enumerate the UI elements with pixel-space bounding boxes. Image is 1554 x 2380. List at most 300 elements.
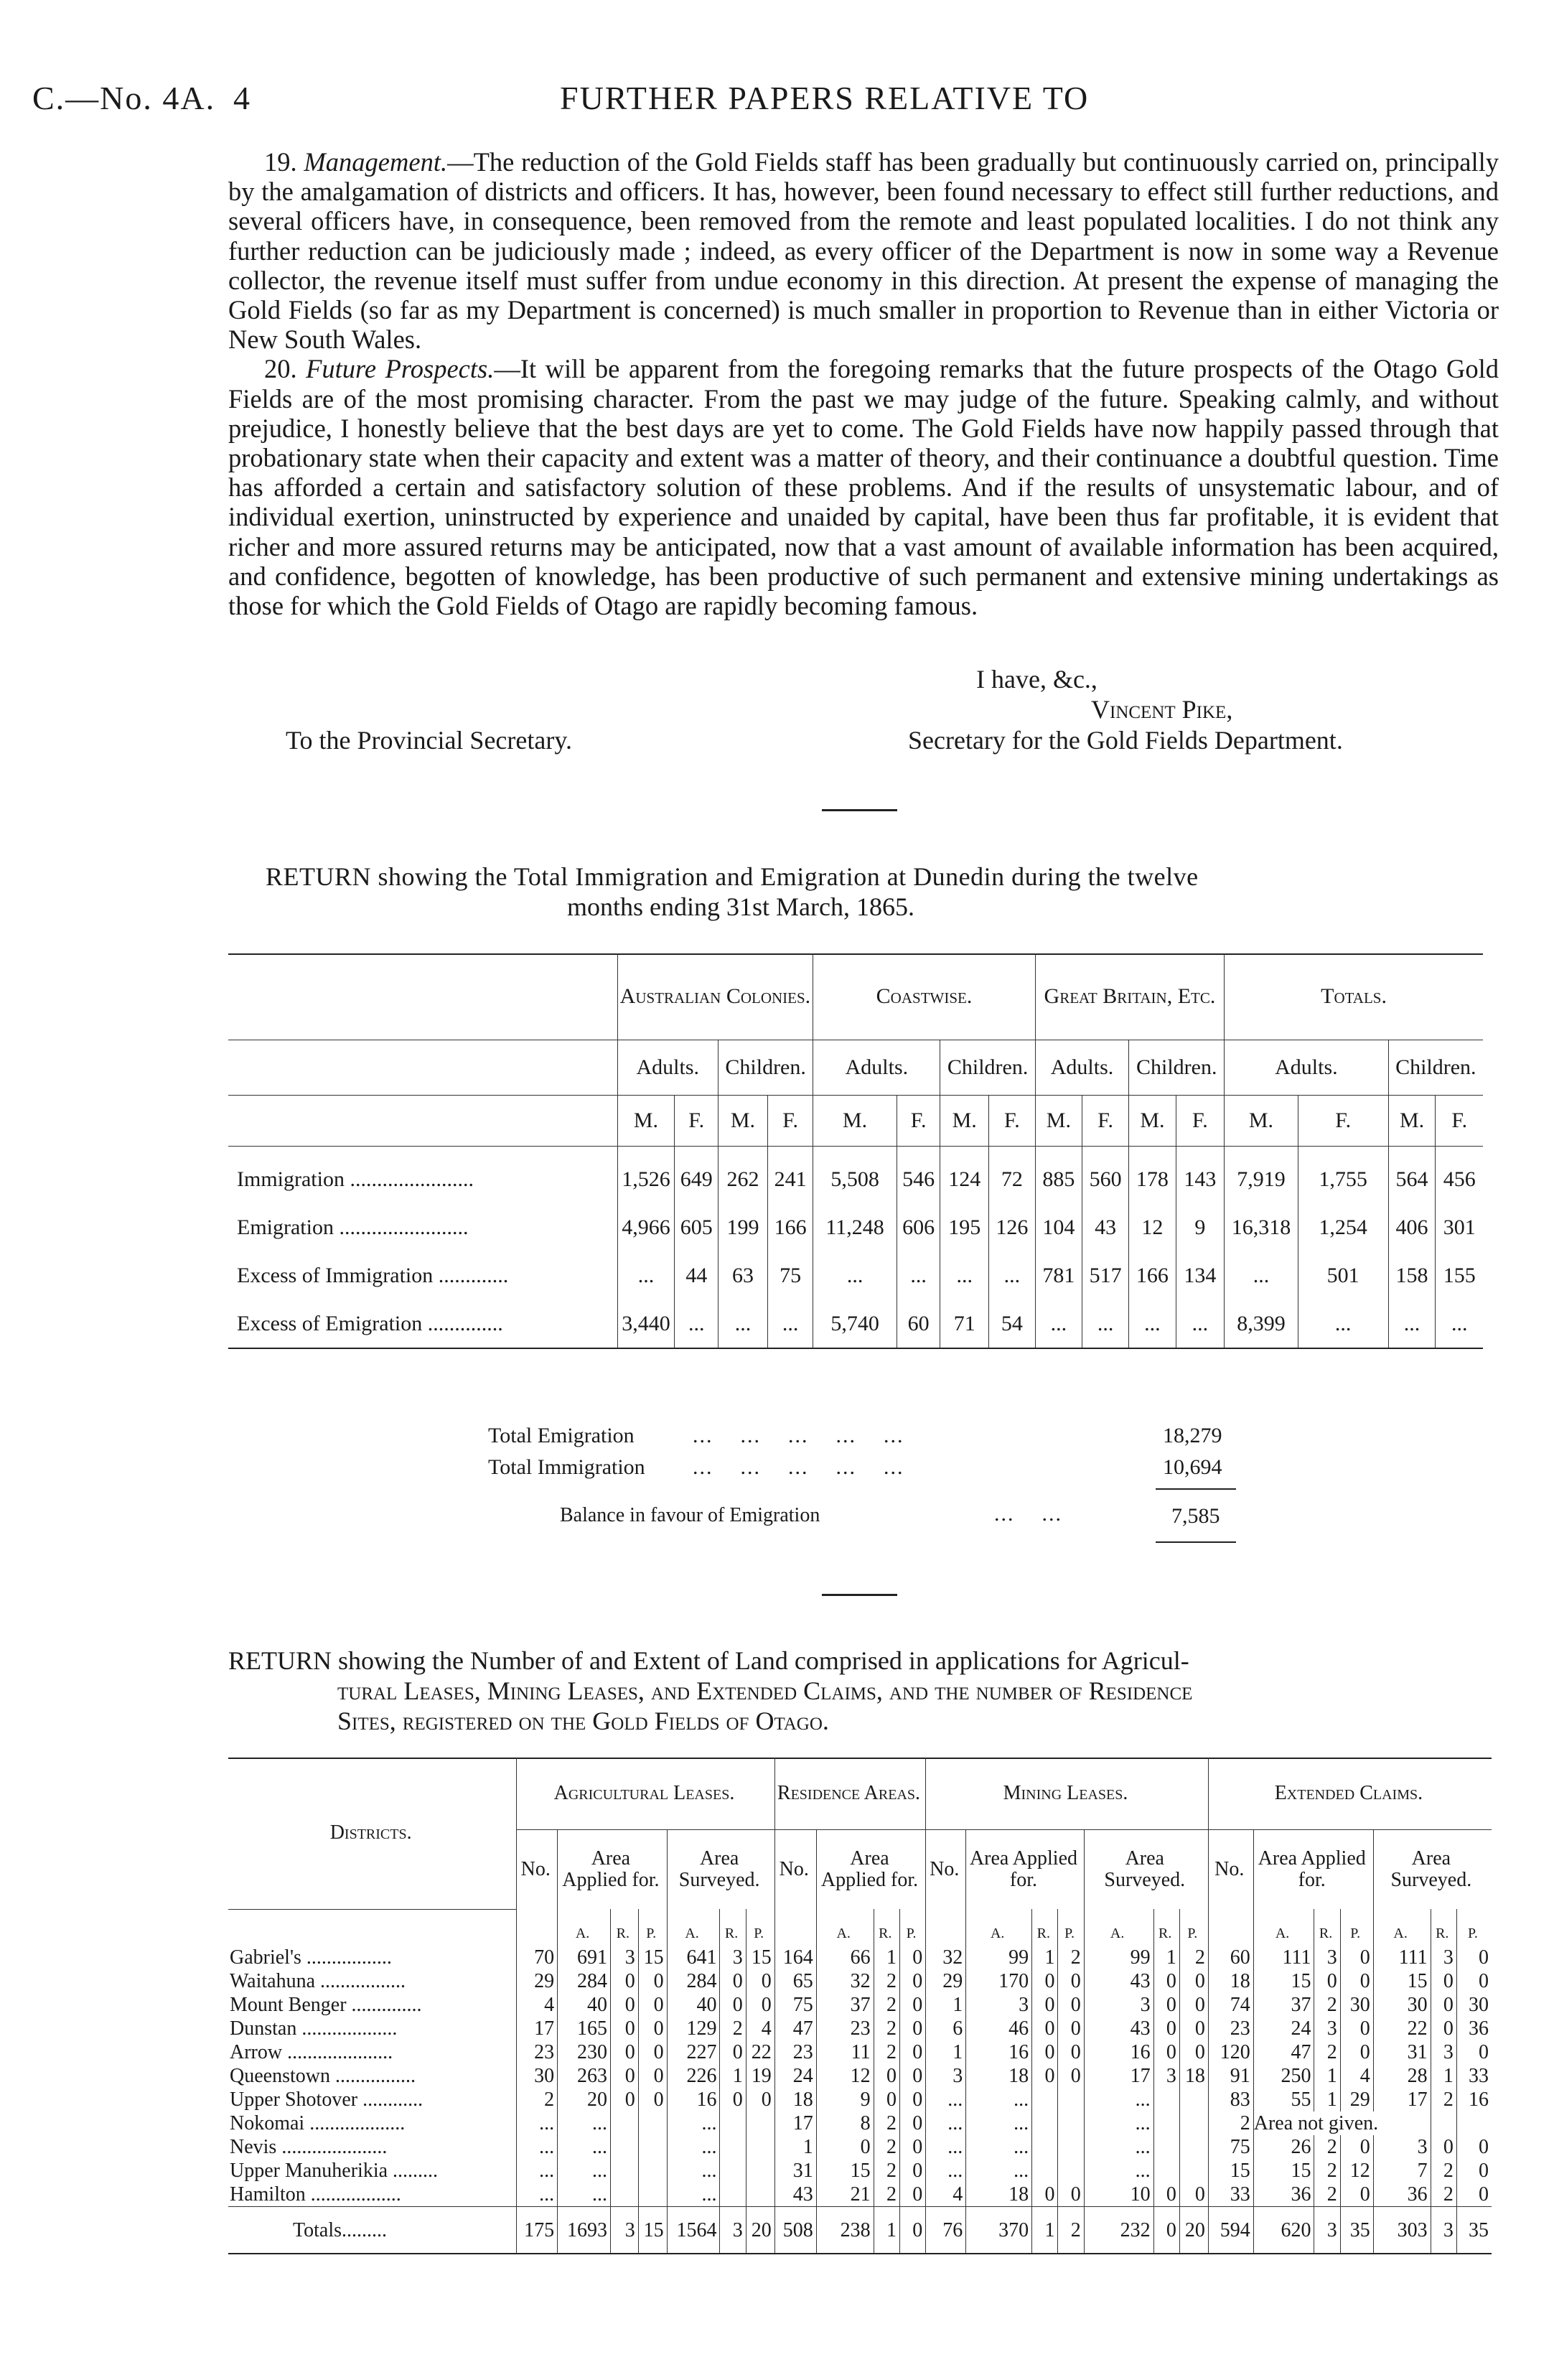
table-cell xyxy=(720,2159,746,2183)
table-cell: 594 xyxy=(1208,2207,1253,2254)
closing: I have, &c., xyxy=(976,665,1097,694)
districts-header: Districts. xyxy=(228,1758,517,1909)
table-cell: 0 xyxy=(638,2040,667,2064)
table-cell: 0 xyxy=(899,2040,925,2064)
table-cell: 4 xyxy=(517,1993,558,2017)
table-cell xyxy=(610,2159,638,2183)
table-cell: 564 xyxy=(1388,1147,1436,1204)
table-cell: 44 xyxy=(675,1251,719,1299)
table-cell: 15 xyxy=(1208,2159,1253,2183)
table-cell xyxy=(638,2111,667,2135)
table-cell xyxy=(1058,2135,1084,2159)
table-cell: 0 xyxy=(638,1969,667,1993)
district-name: Queenstown ................ xyxy=(230,2065,416,2087)
divider xyxy=(822,809,897,811)
table-cell: 3 xyxy=(720,2207,746,2254)
table-cell: 5,508 xyxy=(813,1147,897,1204)
table-cell: 99 xyxy=(966,1946,1032,1969)
unit-label: P. xyxy=(638,1909,667,1946)
table-cell: 2 xyxy=(1431,2183,1456,2207)
table-cell: 36 xyxy=(1253,2183,1314,2207)
table-cell: 0 xyxy=(746,2088,774,2111)
table-cell: 18 xyxy=(1179,2064,1208,2088)
table-cell: 170 xyxy=(966,1969,1032,1993)
row-label: Immigration ....................... xyxy=(237,1167,474,1191)
summary-label: Total Emigration xyxy=(488,1424,635,1447)
paragraph-text: —It will be apparent from the foregoing remarks that the future prospects of the Otago Gold Fields are of the most promising character. From the past we may judge of the future. Speaking calmly, and without prejudice, I honestly believe that the best days are yet to come. The Gold Fields have now happily passed through that probationary state when their capacity and extent was a matter of theory, and their continuance a doubtful question. Time has afforded a certain and satisfactory solution of these problems. And if the results of unsystematic labour, and of individual exertion, uninstructed by experience and unaided by capital, have been thus far profitable, it is evident that richer and more assured returns may be anticipated, now that a vast amount of available information has been acquired, and confidence, begotten of knowledge, has been productive of such permanent and extensive mining undertakings as those for which the Gold Fields of Otago are rapidly becoming famous. xyxy=(228,354,1499,621)
mf-header: M. xyxy=(719,1096,768,1147)
table-cell: 3 xyxy=(610,1946,638,1969)
table-cell: 0 xyxy=(1032,2040,1058,2064)
district-name: Waitahuna ................. xyxy=(230,1970,406,1992)
summary-value: 10,694 xyxy=(1163,1455,1222,1479)
group-header: Residence Areas. xyxy=(774,1758,926,1830)
table-cell: 16 xyxy=(1084,2040,1153,2064)
table-cell: 166 xyxy=(1129,1251,1176,1299)
table-cell: 546 xyxy=(897,1147,940,1204)
table-cell: 15 xyxy=(816,2159,874,2183)
sub-header: Children. xyxy=(719,1040,813,1096)
district-name: Upper Shotover ............ xyxy=(230,2089,423,2111)
table-cell: ... xyxy=(517,2135,558,2159)
table-cell: 2 xyxy=(1179,1946,1208,1969)
mf-header: M. xyxy=(940,1096,989,1147)
table-row xyxy=(228,1203,1483,1251)
table-cell: 2 xyxy=(1208,2111,1253,2135)
table-cell: 1 xyxy=(1032,1946,1058,1969)
table-cell: 0 xyxy=(1340,2135,1373,2159)
table-cell: 23 xyxy=(1208,2017,1253,2040)
sub-header: Adults. xyxy=(813,1040,940,1096)
table-cell: 0 xyxy=(1032,1969,1058,1993)
table-cell: 15 xyxy=(638,2207,667,2254)
table-cell: 303 xyxy=(1373,2207,1431,2254)
table-cell: 1 xyxy=(926,2040,966,2064)
table-cell: 0 xyxy=(610,2064,638,2088)
table-cell: ... xyxy=(966,2159,1032,2183)
table-cell: ... xyxy=(517,2159,558,2183)
table-cell: 17 xyxy=(1084,2064,1153,2088)
district-name: Totals......... xyxy=(228,2207,517,2254)
table-cell: ... xyxy=(926,2088,966,2111)
table-cell: 508 xyxy=(774,2207,816,2254)
table-cell: 0 xyxy=(1058,2017,1084,2040)
table-cell: 199 xyxy=(719,1203,768,1251)
table-cell: 0 xyxy=(899,2135,925,2159)
table-cell: 284 xyxy=(558,1969,611,1993)
table-cell: ... xyxy=(926,2159,966,2183)
table-cell: 37 xyxy=(816,1993,874,2017)
table-cell: 43 xyxy=(1084,1969,1153,1993)
table-cell: 0 xyxy=(746,1993,774,2017)
table-cell: 605 xyxy=(675,1203,719,1251)
group-header: Australian Colonies. xyxy=(617,953,813,1040)
table-cell xyxy=(1153,2159,1179,2183)
table-cell: ... xyxy=(1084,2159,1153,2183)
table-cell: 0 xyxy=(1340,2183,1373,2207)
table-cell: 91 xyxy=(1208,2064,1253,2088)
table-cell: 165 xyxy=(558,2017,611,2040)
table-cell xyxy=(1153,2088,1179,2111)
table-cell xyxy=(1179,2159,1208,2183)
table-cell xyxy=(1032,2159,1058,2183)
table-cell: 0 xyxy=(1032,1993,1058,2017)
table-cell: 126 xyxy=(989,1203,1036,1251)
table-cell: 0 xyxy=(1431,2017,1456,2040)
table-cell: 195 xyxy=(940,1203,989,1251)
table-cell xyxy=(1153,2111,1179,2135)
table-cell: 0 xyxy=(1153,2040,1179,2064)
table-cell: 0 xyxy=(1032,2064,1058,2088)
table-cell: 71 xyxy=(940,1299,989,1348)
table-cell: 0 xyxy=(1340,2040,1373,2064)
group-header: Extended Claims. xyxy=(1208,1758,1492,1830)
sub-header: Children. xyxy=(1129,1040,1225,1096)
table-cell: 0 xyxy=(610,1969,638,1993)
unit-label: R. xyxy=(1153,1909,1179,1946)
district-name: Gabriel's ................. xyxy=(230,1946,392,1969)
page-title: FURTHER PAPERS RELATIVE TO xyxy=(560,80,1090,116)
table-cell: ... xyxy=(558,2135,611,2159)
table-cell xyxy=(746,2135,774,2159)
table-cell: 0 xyxy=(1431,1993,1456,2017)
table-cell: 111 xyxy=(1373,1946,1431,1969)
table-cell: 7,919 xyxy=(1225,1147,1298,1204)
table-cell: 24 xyxy=(774,2064,816,2088)
table-cell: 0 xyxy=(1032,2183,1058,2207)
table-cell: 3 xyxy=(1314,2207,1340,2254)
paragraph-text: —The reduction of the Gold Fields staff has been gradually but continuously carried on, principally by the amalgamation of districts and officers. It has, however, been found necessary to effect still further reductions, and several officers have, in consequence, been removed from the remote and least populated localities. I do not think any further reduction can be judiciously made ; indeed, as every officer of the Department is now in some way a Revenue collector, the revenue itself must suffer from undue economy in this direction. At present the expense of managing the Gold Fields (so far as my Department is concerned) is much smaller in proportion to Revenue than in either Victoria or New South Wales. xyxy=(228,147,1499,355)
table-cell: 75 xyxy=(774,1993,816,2017)
table-cell: ... xyxy=(558,2159,611,2183)
table-cell: 2 xyxy=(874,1993,899,2017)
table-cell: 456 xyxy=(1436,1147,1483,1204)
table-cell: 4 xyxy=(1340,2064,1373,2088)
table-cell: 0 xyxy=(1456,2159,1492,2183)
table-row xyxy=(228,1299,1483,1348)
table-cell: 0 xyxy=(899,1969,925,1993)
table-cell: 166 xyxy=(767,1203,813,1251)
table-row xyxy=(228,2135,1492,2159)
table-cell: 0 xyxy=(899,1946,925,1969)
table-row xyxy=(228,1251,1483,1299)
return2-title-3: Sites, registered on the Gold Fields of Otago. xyxy=(337,1707,829,1735)
signatory: Vincent Pike, xyxy=(1091,695,1233,724)
district-name: Dunstan ................... xyxy=(230,2017,398,2040)
area-applied-header: Area Applied for. xyxy=(966,1830,1085,1910)
table-cell: 17 xyxy=(1373,2088,1431,2111)
table-cell: ... xyxy=(1436,1299,1483,1348)
table-cell: 0 xyxy=(1431,1969,1456,1993)
table-cell: 31 xyxy=(1373,2040,1431,2064)
table-cell: ... xyxy=(558,2111,611,2135)
group-header: Great Britain, Etc. xyxy=(1035,953,1224,1040)
table-cell: 2 xyxy=(1314,2183,1340,2207)
table-cell xyxy=(720,2135,746,2159)
table-cell xyxy=(638,2159,667,2183)
table-cell: 2 xyxy=(1431,2159,1456,2183)
table-cell: 0 xyxy=(720,1993,746,2017)
table-cell: 3 xyxy=(720,1946,746,1969)
table-cell: 29 xyxy=(517,1969,558,1993)
table-cell: ... xyxy=(926,2135,966,2159)
table-cell: 30 xyxy=(1340,1993,1373,2017)
addressee: To the Provincial Secretary. xyxy=(286,726,573,755)
table-row xyxy=(228,2040,1492,2064)
row-label: Excess of Emigration .............. xyxy=(228,1299,617,1348)
no-header: No. xyxy=(926,1830,966,1910)
unit-label: P. xyxy=(1456,1909,1492,1946)
table-cell: 263 xyxy=(558,2064,611,2088)
table-cell: 75 xyxy=(767,1251,813,1299)
unit-label: R. xyxy=(610,1909,638,1946)
units-blank xyxy=(228,1909,517,1946)
table-cell: ... xyxy=(1035,1299,1082,1348)
mf-header: M. xyxy=(1035,1096,1082,1147)
table-cell: 1 xyxy=(1314,2064,1340,2088)
table-cell: 83 xyxy=(1208,2088,1253,2111)
table-cell: 33 xyxy=(1456,2064,1492,2088)
table-cell: 2 xyxy=(874,2017,899,2040)
table-cell: 15 xyxy=(638,1946,667,1969)
table-cell: 30 xyxy=(1456,1993,1492,2017)
paragraph-20 xyxy=(228,354,1499,620)
table-cell: 15 xyxy=(746,1946,774,1969)
unit-label: P. xyxy=(899,1909,925,1946)
mf-header: M. xyxy=(1129,1096,1176,1147)
table-cell: 99 xyxy=(1084,1946,1153,1969)
table-cell: 8,399 xyxy=(1225,1299,1298,1348)
table-cell: 23 xyxy=(517,2040,558,2064)
table-cell: 2 xyxy=(1314,2040,1340,2064)
table-cell: 0 xyxy=(1153,2207,1179,2254)
table-cell: 0 xyxy=(638,1993,667,2017)
table-cell: 16 xyxy=(966,2040,1032,2064)
table-cell: 7 xyxy=(1373,2159,1431,2183)
table-cell: 0 xyxy=(1179,2040,1208,2064)
table-cell: 1564 xyxy=(667,2207,720,2254)
table-cell xyxy=(638,2135,667,2159)
table-cell: 6 xyxy=(926,2017,966,2040)
table-cell: 43 xyxy=(774,2183,816,2207)
table-cell: 46 xyxy=(966,2017,1032,2040)
district-name: Nokomai ................... xyxy=(230,2112,406,2134)
table-cell: ... xyxy=(1176,1299,1225,1348)
district-name: Arrow ..................... xyxy=(230,2041,393,2063)
table-cell: 175 xyxy=(517,2207,558,2254)
table-cell: 0 xyxy=(746,1969,774,1993)
table-cell: 40 xyxy=(667,1993,720,2017)
table-cell: 35 xyxy=(1340,2207,1373,2254)
table-cell: 0 xyxy=(874,2088,899,2111)
table-cell: ... xyxy=(966,2088,1032,2111)
sub-header: Adults. xyxy=(1035,1040,1129,1096)
label-header xyxy=(228,1040,617,1096)
table-cell: 0 xyxy=(1456,1969,1492,1993)
table-cell: 0 xyxy=(874,2064,899,2088)
table-cell: 2 xyxy=(1314,1993,1340,2017)
table-cell: 158 xyxy=(1388,1251,1436,1299)
table-cell: 70 xyxy=(517,1946,558,1969)
table-cell: 3 xyxy=(610,2207,638,2254)
row-label: Excess of Immigration ............. xyxy=(237,1263,509,1287)
mf-header: F. xyxy=(1436,1096,1483,1147)
table-cell: 2 xyxy=(1314,2135,1340,2159)
table-cell: 241 xyxy=(767,1147,813,1204)
unit-label: R. xyxy=(720,1909,746,1946)
table-cell: 501 xyxy=(1298,1251,1388,1299)
group-header: Coastwise. xyxy=(813,953,1035,1040)
unit-label: R. xyxy=(874,1909,899,1946)
mf-header: F. xyxy=(1298,1096,1388,1147)
table-cell: ... xyxy=(1084,2088,1153,2111)
area-applied-header: Area Applied for. xyxy=(1253,1830,1373,1910)
table-cell: 12 xyxy=(816,2064,874,2088)
summary-value: 18,279 xyxy=(1163,1424,1222,1447)
table-cell: 16 xyxy=(667,2088,720,2111)
unit-label xyxy=(517,1909,558,1946)
letter-body xyxy=(228,147,1499,620)
table-cell xyxy=(1179,2088,1208,2111)
mf-header: M. xyxy=(1388,1096,1436,1147)
table-cell: 3,440 xyxy=(617,1299,675,1348)
table-cell: ... xyxy=(667,2159,720,2183)
table-cell: 32 xyxy=(816,1969,874,1993)
table-cell: 641 xyxy=(667,1946,720,1969)
table-cell: 19 xyxy=(746,2064,774,2088)
table-cell: 43 xyxy=(1082,1203,1129,1251)
table-cell: 1 xyxy=(874,1946,899,1969)
table-cell: 72 xyxy=(989,1147,1036,1204)
table-cell xyxy=(1032,2088,1058,2111)
table-cell: 18 xyxy=(966,2183,1032,2207)
mf-header: F. xyxy=(675,1096,719,1147)
table-cell: 21 xyxy=(816,2183,874,2207)
table-cell: 232 xyxy=(1084,2207,1153,2254)
table-cell: 31 xyxy=(774,2159,816,2183)
table-cell: 0 xyxy=(638,2064,667,2088)
table-cell: 0 xyxy=(1179,1969,1208,1993)
table-cell: 43 xyxy=(1084,2017,1153,2040)
table-cell: 164 xyxy=(774,1946,816,1969)
table-row xyxy=(228,1969,1492,1993)
table-cell: 36 xyxy=(1456,2017,1492,2040)
table-cell: 781 xyxy=(1035,1251,1082,1299)
table-cell: 4 xyxy=(746,2017,774,2040)
table-cell: 284 xyxy=(667,1969,720,1993)
table-cell xyxy=(1032,2135,1058,2159)
table-cell: 2 xyxy=(1058,2207,1084,2254)
signatory-title: Secretary for the Gold Fields Department. xyxy=(908,726,1343,755)
table-cell: 9 xyxy=(816,2088,874,2111)
sub-header: Adults. xyxy=(617,1040,718,1096)
table-cell: ... xyxy=(667,2111,720,2135)
group-header: Agricultural Leases. xyxy=(517,1758,774,1830)
table-cell: ... xyxy=(897,1251,940,1299)
table-cell: 2 xyxy=(1058,1946,1084,1969)
table-cell: 74 xyxy=(1208,1993,1253,2017)
table-cell: 226 xyxy=(667,2064,720,2088)
table-cell: 885 xyxy=(1035,1147,1082,1204)
district-name: Upper Manuherikia ......... xyxy=(230,2160,439,2182)
paragraph-number: 19. xyxy=(264,147,297,177)
table-cell: 230 xyxy=(558,2040,611,2064)
mf-header: F. xyxy=(897,1096,940,1147)
table-cell xyxy=(720,2183,746,2207)
table-cell: ... xyxy=(926,2111,966,2135)
table-cell: 0 xyxy=(1456,2040,1492,2064)
unit-label: A. xyxy=(1084,1909,1153,1946)
table-cell: 0 xyxy=(610,2017,638,2040)
table-cell: 104 xyxy=(1035,1203,1082,1251)
table-row xyxy=(228,2183,1492,2207)
table-cell: ... xyxy=(1388,1299,1436,1348)
table-cell: 1 xyxy=(1431,2064,1456,2088)
table-cell: ... xyxy=(1129,1299,1176,1348)
paragraph-19 xyxy=(228,147,1499,354)
table-cell: ... xyxy=(813,1251,897,1299)
unit-label: P. xyxy=(1340,1909,1373,1946)
immigration-table xyxy=(228,953,1483,1349)
table-cell: ... xyxy=(719,1299,768,1348)
table-cell: 63 xyxy=(719,1251,768,1299)
table-cell: 60 xyxy=(1208,1946,1253,1969)
table-cell: 3 xyxy=(1431,2040,1456,2064)
unit-label: A. xyxy=(816,1909,874,1946)
leader-dots: ... ... ... ... ... xyxy=(693,1455,904,1479)
table-cell: 22 xyxy=(1373,2017,1431,2040)
table-cell: 1,755 xyxy=(1298,1147,1388,1204)
table-cell: 606 xyxy=(897,1203,940,1251)
table-cell: 0 xyxy=(1314,1969,1340,1993)
area-applied-header: Area Applied for. xyxy=(558,1830,667,1910)
table-cell: 0 xyxy=(899,2111,925,2135)
unit-label: A. xyxy=(667,1909,720,1946)
table-cell: 2 xyxy=(874,2040,899,2064)
table-cell: 47 xyxy=(774,2017,816,2040)
table-cell: 370 xyxy=(966,2207,1032,2254)
table-cell: 17 xyxy=(517,2017,558,2040)
table-cell: 0 xyxy=(1153,1969,1179,1993)
table-cell: 2 xyxy=(1431,2088,1456,2111)
table-cell: ... xyxy=(517,2111,558,2135)
table-cell: 4 xyxy=(926,2183,966,2207)
table-cell: 55 xyxy=(1253,2088,1314,2111)
table-cell: 0 xyxy=(720,2088,746,2111)
table-cell: 0 xyxy=(720,2040,746,2064)
table-row xyxy=(228,1946,1492,1969)
table-cell xyxy=(638,2183,667,2207)
page-number: 4 xyxy=(233,80,251,116)
table-cell: 124 xyxy=(940,1147,989,1204)
table-cell: 0 xyxy=(1456,2135,1492,2159)
table-cell: ... xyxy=(558,2183,611,2207)
table-cell: 155 xyxy=(1436,1251,1483,1299)
table-cell: 2 xyxy=(517,2088,558,2111)
table-cell xyxy=(1431,2111,1456,2135)
table-cell: 0 xyxy=(1058,1969,1084,1993)
table-cell: 406 xyxy=(1388,1203,1436,1251)
area-surveyed-header: Area Surveyed. xyxy=(1373,1830,1492,1910)
table-cell xyxy=(1058,2111,1084,2135)
table-cell: 560 xyxy=(1082,1147,1129,1204)
summary-label: Balance in favour of Emigration xyxy=(560,1504,820,1526)
table-cell: 24 xyxy=(1253,2017,1314,2040)
table-cell xyxy=(1179,2135,1208,2159)
table-cell: 2 xyxy=(874,1969,899,1993)
table-cell: 76 xyxy=(926,2207,966,2254)
table-cell: 0 xyxy=(1058,2183,1084,2207)
